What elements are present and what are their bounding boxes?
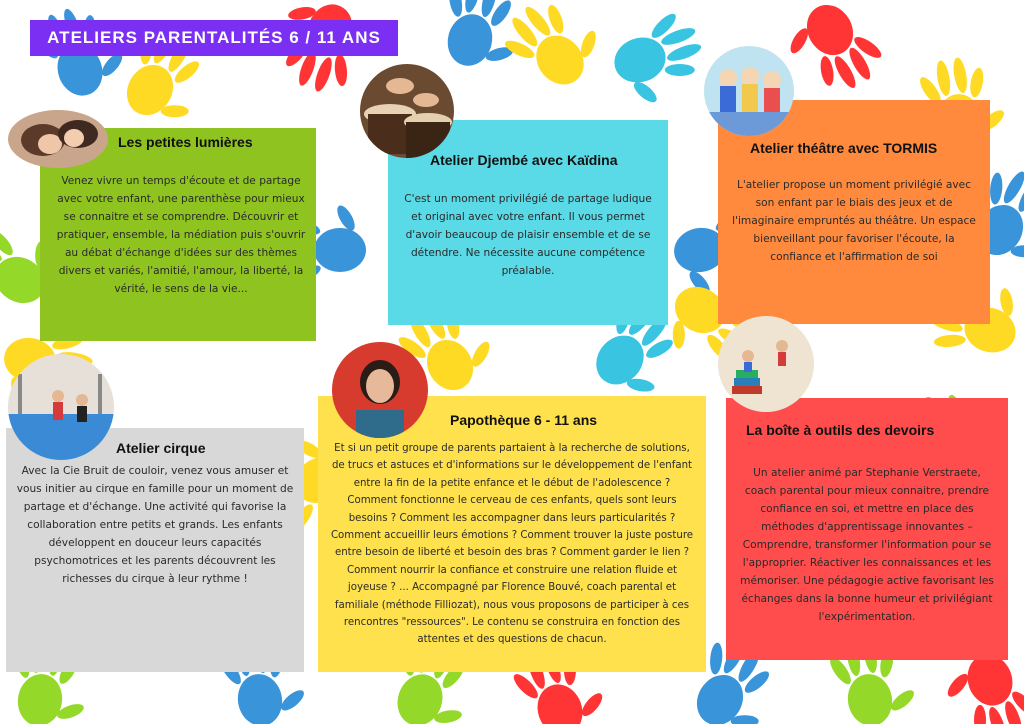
photo-children-lying xyxy=(8,110,108,168)
card-title: Atelier Djembé avec Kaïdina xyxy=(430,152,618,168)
card-text: Et si un petit groupe de parents partaient à la recherche de solutions, de trucs et astuces et d'informations sur le développement de l'enfant entre la fin de la petite enfance et le début de l'adolescence ? Comment fonctionne le cerveau de ces enfants, quels sont leurs besoins ? Comment les accompagner dans leurs particularités ? Comment accueillir leurs émotions ? Comment trouver la juste posture entre besoin de liberté et besoin des bras ? Comment garder le lien ? Comment nourrir la confiance et construire une relation fluide et joyeuse ? ... Accompagné par Florence Bouvé, coach parental et familiale (méthode Filliozat), nous vous proposons de participer à ces rencontres "ressources". Le contenu se construira en fonction des attentes et des questions de chacun. xyxy=(330,443,694,646)
page-title: ATELIERS PARENTALITÉS 6 / 11 ANS xyxy=(47,28,381,47)
card-title: Les petites lumières xyxy=(118,134,253,150)
card-text: C'est un moment privilégié de partage ludique et original avec votre enfant. Il vous permet d'avoir beaucoup de plaisir ensemble et de se détendre. Ne nécessite aucune compétence préalable. xyxy=(404,193,652,277)
card-text: Un atelier animé par Stephanie Verstraete, coach parental pour mieux connaitre, prendre confiance en soi, et mettre en place des méthodes d'apprentissage innovantes – Comprendre, transformer l'information pour se l'approprier. Réactiver les connaissances et les mémoriser. Une pédagogie active favorisant les échanges dans la bonne humeur et privilégiant l'expérimentation. xyxy=(740,467,994,623)
card-title: Papothèque 6 - 11 ans xyxy=(450,412,598,428)
card-cirque xyxy=(6,428,304,672)
title-banner xyxy=(30,20,398,56)
card-text: L'atelier propose un moment privilégié avec son enfant par le biais des jeux et de l'imaginaire empruntés au théâtre. Un espace bienveillant pour favoriser l'écoute, la confiance et l'affirmation de soi xyxy=(732,179,976,263)
card-text: Venez vivre un temps d'écoute et de partage avec votre enfant, une parenthèse pour mieux se connaitre et se comprendre. Découvrir et pratiquer, ensemble, la médiation puis s'ouvrir au débat d'échange d'idées sur des thèmes divers et variés, l'amitié, l'amour, la liberté, la vérité, le sens de la vie... xyxy=(56,175,306,295)
card-text: Avec la Cie Bruit de couloir, venez vous amuser et vous initier au cirque en famille pour un moment de partage et d'échange. Une activité qui favorise la collaboration entre petits et grands. Les enfants développent en douceur leurs capacités psychomotrices et les parents découvrent les richesses du cirque à leur rythme ! xyxy=(16,465,294,585)
photo-dolls xyxy=(704,46,794,136)
card-title: Atelier cirque xyxy=(116,440,206,456)
photo-homework-books xyxy=(718,316,814,412)
card-devoirs xyxy=(726,398,1008,660)
card-title: La boîte à outils des devoirs xyxy=(746,422,935,438)
photo-florence-bouve xyxy=(332,342,428,438)
card-title: Atelier théâtre avec TORMIS xyxy=(750,140,938,156)
photo-circus-gym xyxy=(8,354,114,460)
photo-djembe-drums xyxy=(360,64,454,158)
